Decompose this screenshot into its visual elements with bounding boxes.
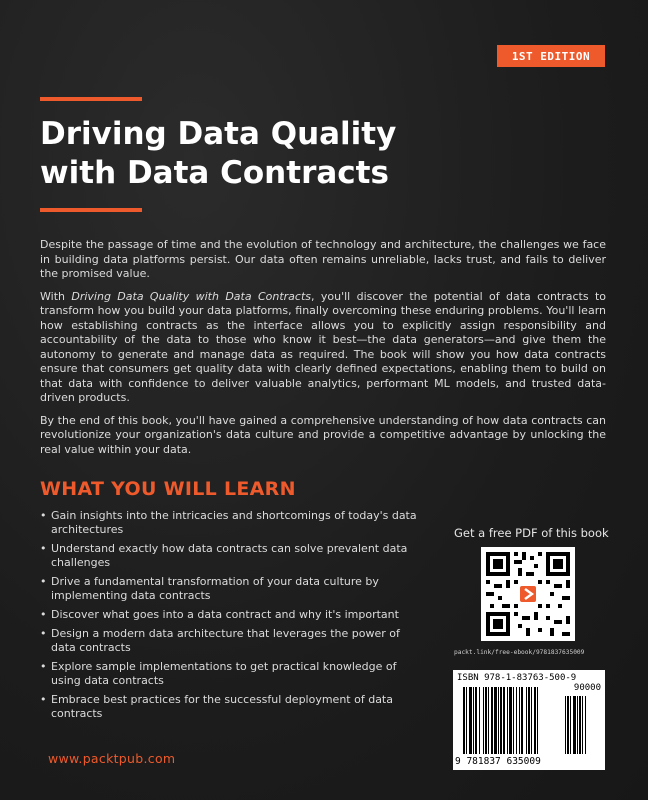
book-description bbox=[40, 238, 606, 465]
isbn-number: ISBN 978-1-83763-500-9 bbox=[457, 673, 577, 683]
qr-code-icon[interactable] bbox=[481, 547, 575, 641]
price-code: 90000 bbox=[573, 683, 601, 693]
title-accent-bar-bottom bbox=[40, 208, 142, 212]
qr-code-graphic bbox=[481, 547, 575, 641]
learn-item bbox=[40, 575, 420, 603]
learn-item-text: Discover what goes into a data contract and why it's important bbox=[51, 608, 399, 621]
learn-item-text: Explore sample implementations to get practical knowledge of using data contracts bbox=[51, 660, 397, 687]
bullet-icon: • bbox=[40, 575, 47, 588]
bullet-icon: • bbox=[40, 660, 47, 673]
learn-item-text: Understand exactly how data contracts can solve prevalent data challenges bbox=[51, 542, 408, 569]
bullet-icon: • bbox=[40, 542, 47, 555]
description-book-title-italic: Driving Data Quality with Data Contracts bbox=[71, 289, 312, 303]
bullet-icon: • bbox=[40, 627, 47, 640]
learn-item bbox=[40, 627, 420, 655]
barcode-icon bbox=[453, 670, 605, 770]
description-paragraph-3: By the end of this book, you'll have gained a comprehensive understanding of how data contracts can revolutionize your organization's data culture and provide a competitive advantage by unlocking the real value within your data. bbox=[40, 413, 606, 456]
description-paragraph-2 bbox=[40, 290, 606, 406]
barcode-digits: 9 781837 635009 bbox=[455, 756, 541, 767]
description-p2-prefix: With bbox=[40, 289, 72, 303]
learn-item bbox=[40, 542, 420, 570]
learn-item-text: Embrace best practices for the successful deployment of data contracts bbox=[51, 693, 393, 720]
publisher-website-link[interactable]: www.packtpub.com bbox=[48, 751, 176, 766]
learn-item bbox=[40, 660, 420, 688]
what-you-will-learn-heading: WHAT YOU WILL LEARN bbox=[40, 478, 296, 500]
description-paragraph-1: Despite the passage of time and the evolution of technology and architecture, the challenges we face in building data platforms persist. Our data often remains unreliable, lacks trust, and fails to deliver the promised value. bbox=[40, 238, 606, 280]
free-pdf-label: Get a free PDF of this book bbox=[454, 526, 609, 540]
learn-item-text: Drive a fundamental transformation of your data culture by implementing data contracts bbox=[51, 575, 379, 602]
learn-item bbox=[40, 509, 420, 537]
bullet-icon: • bbox=[40, 693, 47, 706]
barcode-bars bbox=[453, 670, 605, 770]
description-p2-rest: , you'll discover the potential of data contracts to transform how you build your data platforms, finally overcoming these enduring problems. You'll learn how establishing contracts as the interface allows you to explicitly assign responsibility and accountability of the data to those who know it best—the data generators—and give them the autonomy to generate and manage data as required. The book will show you how data contracts ensure that consumers get quality data with clearly defined expectations, enabling them to build on that data with confidence to deliver valuable analytics, performant ML models, and trusted data-driven products. bbox=[40, 289, 606, 404]
learn-list bbox=[40, 509, 420, 726]
learn-item bbox=[40, 608, 420, 622]
title-accent-bar-top bbox=[40, 97, 142, 101]
edition-badge: 1ST EDITION bbox=[497, 45, 605, 67]
learn-item-text: Design a modern data architecture that leverages the power of data contracts bbox=[51, 627, 400, 654]
bullet-icon: • bbox=[40, 509, 47, 522]
learn-item bbox=[40, 693, 420, 721]
book-title: Driving Data Quality with Data Contracts bbox=[40, 116, 397, 191]
bullet-icon: • bbox=[40, 608, 47, 621]
learn-item-text: Gain insights into the intricacies and shortcomings of today's data architectures bbox=[51, 509, 417, 536]
free-ebook-link[interactable]: packt.link/free-ebook/9781837635009 bbox=[454, 649, 585, 656]
